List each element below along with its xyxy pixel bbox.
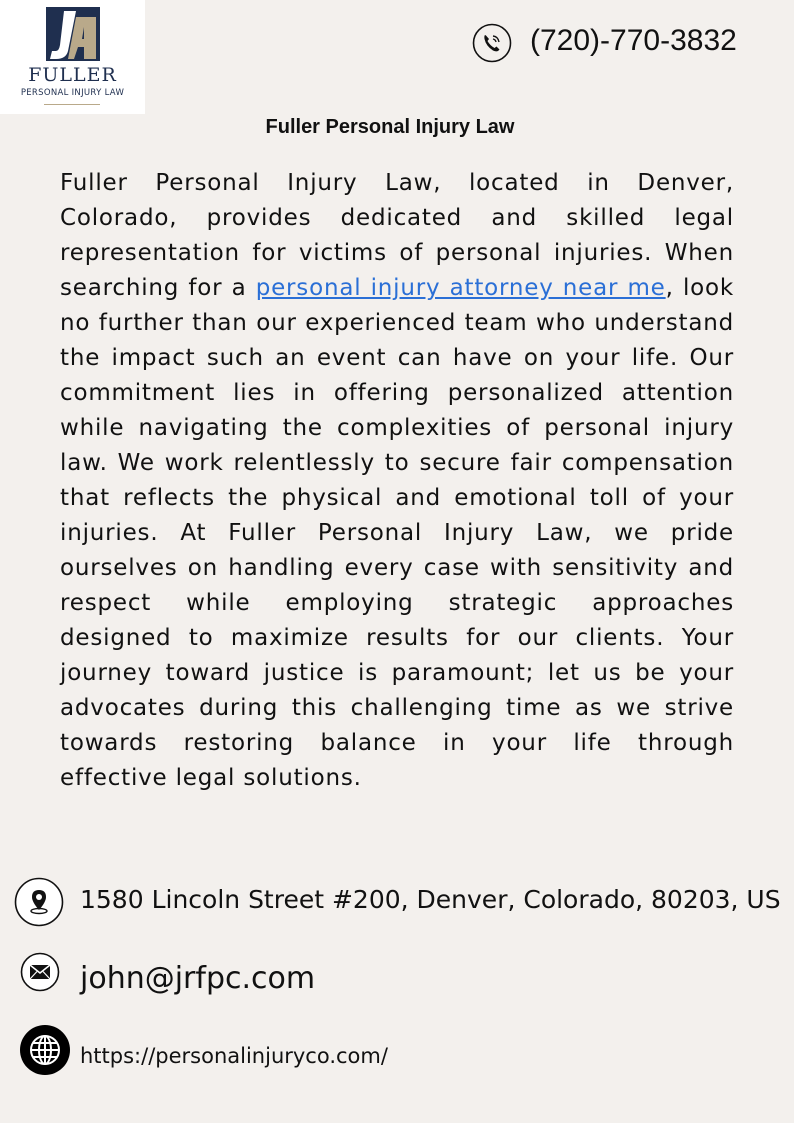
logo-subtitle: PERSONAL INJURY LAW	[20, 88, 125, 98]
logo-divider	[44, 104, 100, 105]
phone-number-link[interactable]: (720)-770-3832	[530, 24, 737, 57]
phone-icon	[472, 23, 512, 63]
envelope-icon	[20, 952, 60, 992]
description-text-end: , look no further than our experienced team who understand the impact such an event can have on your life. Our commitment lies in offering personalized attention while navigating the complexities of personal injury law. We work relentlessly to secure fair compensation that reflects the physical and emotional toll of your injuries. At Fuller Personal Injury Law, we pride ourselves on handling every case with sensitivity and respect while employing strategic approaches designed to maximize results for our clients. Your journey toward justice is paramount; let us be your advocates during this challenging time as we strive towards restoring balance in your life through effective legal solutions.	[60, 275, 735, 791]
page-title: Fuller Personal Injury Law	[265, 116, 515, 138]
logo-mark-icon	[46, 7, 100, 61]
globe-icon	[20, 1025, 70, 1075]
description-paragraph	[60, 166, 734, 796]
website-link[interactable]: https://personalinjuryco.com/	[80, 1044, 388, 1068]
address-text: 1580 Lincoln Street #200, Denver, Colorado, 80203, US	[80, 885, 781, 914]
location-pin-icon	[14, 877, 64, 927]
logo	[0, 0, 145, 114]
attorney-near-me-link[interactable]: personal injury attorney near me	[255, 275, 666, 301]
logo-name: FULLER	[28, 64, 117, 86]
description-text-start: Fuller Personal Injury Law, located in Denver, Colorado, provides dedicated and skilled legal representation for victims of personal injuries. When searching for a	[60, 170, 734, 301]
email-link[interactable]: john@jrfpc.com	[80, 961, 316, 996]
